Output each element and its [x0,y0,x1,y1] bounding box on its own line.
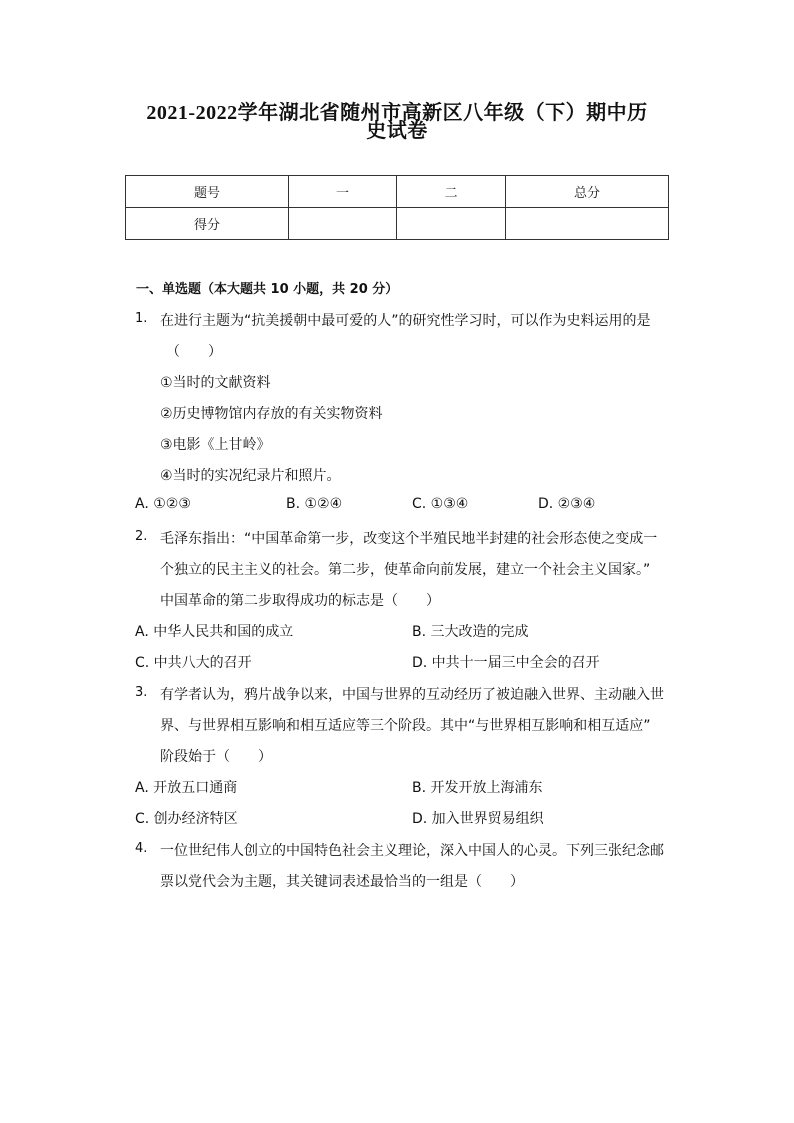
question-3-option-a: A. 开放五口通商 [135,780,238,796]
question-2-line-3: 中国革命的第二步取得成功的标志是（ ） [160,593,440,609]
score-table-header-row [126,176,669,208]
question-2-option-a: A. 中华人民共和国的成立 [135,624,294,640]
question-2-number: 2. [135,529,148,544]
question-2-line-2: 个独立的民主主义的社会。第二步，使革命向前发展，建立一个社会主义国家。” [160,562,651,578]
section-heading: 一、单选题（本大题共 10 小题，共 20 分） [136,282,399,297]
question-2-line-1: 毛泽东指出：“中国革命第一步，改变这个半殖民地半封建的社会形态使之变成一 [160,531,658,547]
document-title-line-2: 史试卷 [366,120,428,142]
question-2-option-c: C. 中共八大的召开 [135,655,252,671]
score-cell-part-one [289,208,397,240]
score-table [125,175,669,240]
question-1-item-4: ④当时的实况纪录片和照片。 [160,468,341,484]
question-1-line-2: （ ） [166,344,222,360]
question-1-option-a: A. ①②③ [135,496,191,512]
question-1-item-1: ①当时的文献资料 [160,375,271,391]
question-1-number: 1. [135,311,148,326]
question-1-option-b: B. ①②④ [286,496,343,512]
row-label-score: 得分 [126,208,289,240]
question-3-option-c: C. 创办经济特区 [135,811,238,827]
question-3-line-2: 界、与世界相互影响和相互适应等三个阶段。其中“与世界相互影响和相互适应” [160,718,651,734]
question-3-number: 3. [135,685,148,700]
question-3-line-1: 有学者认为，鸦片战争以来，中国与世界的互动经历了被迫融入世界、主动融入世 [160,687,664,703]
question-2-option-d: D. 中共十一届三中全会的召开 [412,655,600,671]
question-4-number: 4. [135,841,148,856]
score-table-score-row [126,208,669,240]
question-4-line-1: 一位世纪伟人创立的中国特色社会主义理论，深入中国人的心灵。下列三张纪念邮 [160,843,664,859]
header-part-one: 一 [289,176,397,208]
document-title-line-1: 2021-2022学年湖北省随州市高新区八年级（下）期中历 [146,102,648,124]
header-total: 总分 [506,176,669,208]
score-cell-part-two [397,208,506,240]
question-1-option-c: C. ①③④ [412,496,469,512]
question-3-line-3: 阶段始于（ ） [160,749,272,765]
question-4-line-2: 票以党代会为主题，其关键词表述最恰当的一组是（ ） [160,874,524,890]
question-3-option-d: D. 加入世界贸易组织 [412,811,544,827]
question-1-line-1: 在进行主题为“抗美援朝中最可爱的人”的研究性学习时，可以作为史料运用的是 [160,313,651,329]
question-1-item-2: ②历史博物馆内存放的有关实物资料 [160,406,383,422]
score-cell-total [506,208,669,240]
header-question-number: 题号 [126,176,289,208]
question-2-option-b: B. 三大改造的完成 [412,624,529,640]
question-1-item-3: ③电影《上甘岭》 [160,437,271,453]
question-1-option-d: D. ②③④ [538,496,596,512]
question-3-option-b: B. 开发开放上海浦东 [412,780,543,796]
header-part-two: 二 [397,176,506,208]
